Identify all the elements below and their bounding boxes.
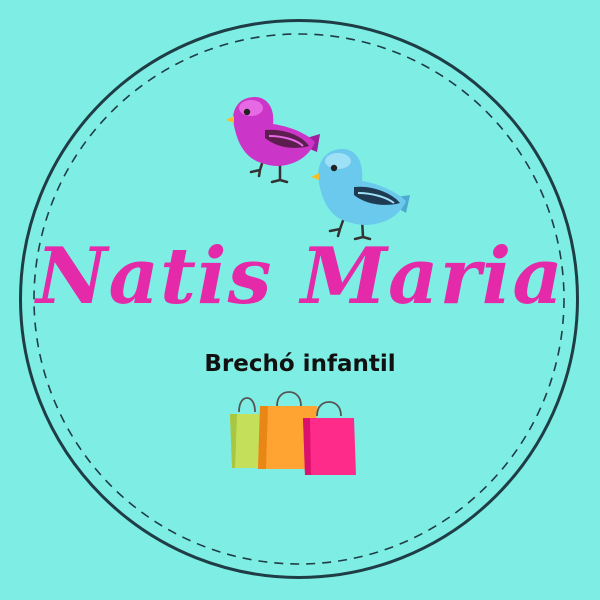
- tagline: Brechó infantil: [204, 351, 396, 377]
- magenta-bird-icon: [226, 97, 320, 182]
- brand-name: Natis Maria: [36, 231, 564, 322]
- birds-illustration: [225, 92, 425, 247]
- green-bag-icon: [230, 398, 260, 468]
- shopping-bags-icon: [225, 388, 365, 478]
- blue-bird-icon: [311, 149, 410, 239]
